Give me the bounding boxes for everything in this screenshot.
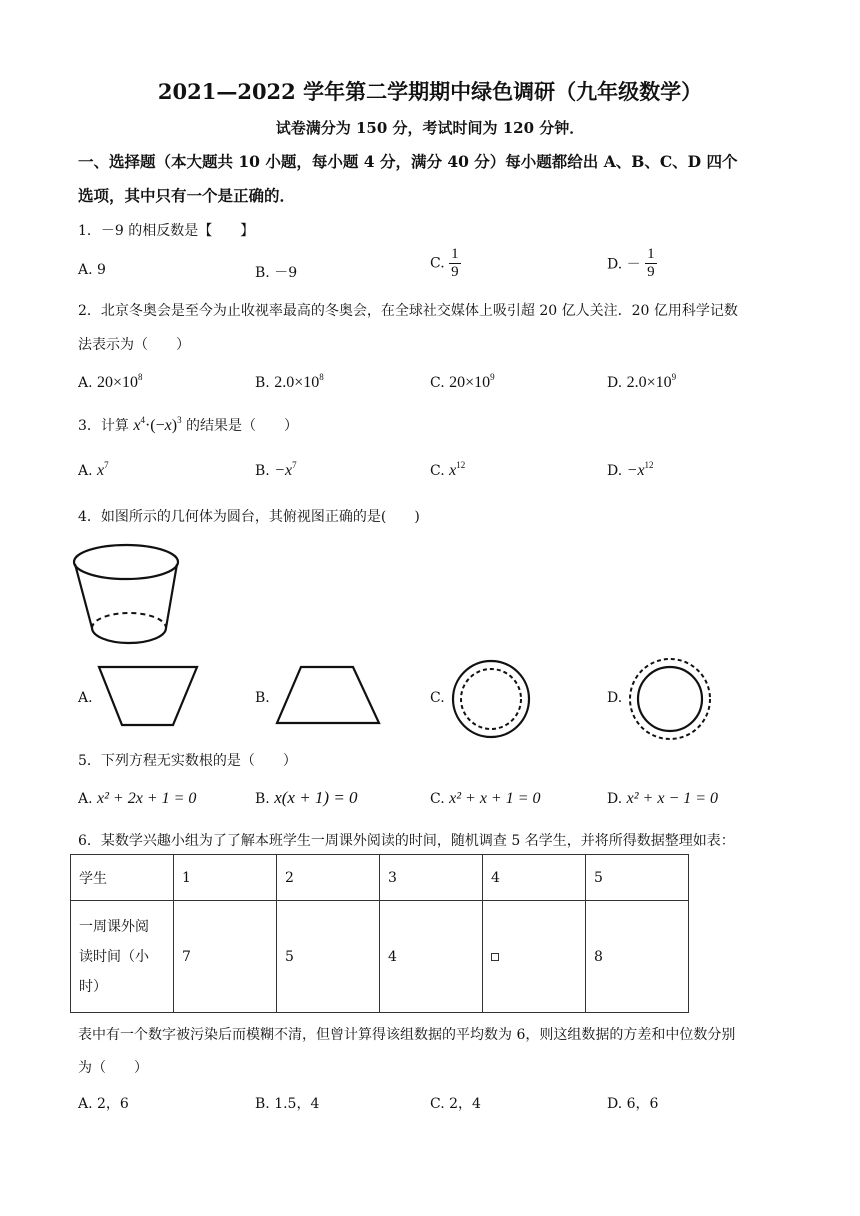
q1-option-d-label: D. － bbox=[607, 256, 641, 273]
q3-expr-x: x bbox=[133, 417, 141, 434]
question-1-stem: 1．－9 的相反数是【 】 bbox=[78, 223, 255, 239]
q3-option-d-val: −x bbox=[626, 462, 645, 479]
q1-option-c bbox=[430, 246, 461, 281]
table-header-student: 学生 bbox=[71, 855, 174, 901]
question-5-stem: 5．下列方程无实数根的是（ ） bbox=[78, 753, 297, 769]
q3-expr-x2: x bbox=[164, 417, 172, 434]
frustum-bottom-front bbox=[92, 628, 166, 643]
table-row bbox=[71, 855, 689, 901]
q2-option-c bbox=[430, 374, 495, 392]
q2-option-b-base: 2.0×10 bbox=[274, 374, 320, 391]
q1-option-c-fraction bbox=[449, 246, 461, 281]
q3-option-c-label: C. bbox=[430, 463, 445, 479]
q2-option-d-label: D. bbox=[607, 375, 623, 391]
q2-option-a bbox=[78, 374, 143, 392]
q1-option-c-numerator: 1 bbox=[451, 246, 459, 262]
page-title: 2021—2022 学年第二学期期中绿色调研（九年级数学） bbox=[157, 79, 703, 104]
q6-option-c: C. 2，4 bbox=[430, 1096, 481, 1112]
table-header-reading-time bbox=[71, 901, 174, 1013]
q4-option-b-trapezoid bbox=[275, 665, 385, 727]
smudged-digit-icon bbox=[491, 953, 499, 961]
q3-option-a-expr bbox=[97, 462, 109, 479]
q5-option-c-eq: x² + x + 1 = 0 bbox=[449, 790, 541, 807]
q3-option-d-exp: 12 bbox=[644, 460, 654, 470]
table-cell: 5 bbox=[277, 901, 380, 1013]
q3-expr-mid: ·(− bbox=[144, 417, 165, 434]
q2-option-c-label: C. bbox=[430, 375, 445, 391]
frustum-bottom-back bbox=[92, 613, 166, 628]
q2-option-a-exp: 8 bbox=[138, 372, 143, 382]
q3-option-a bbox=[78, 462, 109, 480]
q2-option-b-expr bbox=[274, 374, 324, 391]
q1-option-d-numerator: 1 bbox=[647, 246, 655, 262]
q4-option-a-label: A. bbox=[78, 690, 93, 706]
q3-option-c-val: x bbox=[449, 462, 457, 479]
q5-option-a-label: A. bbox=[78, 791, 93, 807]
question-6-after-line2: 为（ ） bbox=[78, 1060, 148, 1076]
table-cell: 8 bbox=[586, 901, 689, 1013]
table-header-line: 读时间（小 bbox=[79, 948, 149, 965]
table-cell: 3 bbox=[380, 855, 483, 901]
q5-option-a bbox=[78, 790, 196, 808]
q5-option-b-eq: x(x + 1) = 0 bbox=[274, 788, 358, 807]
table-cell: 1 bbox=[174, 855, 277, 901]
q3-stem-suffix: 的结果是（ ） bbox=[181, 418, 299, 434]
question-6-stem: 6．某数学兴趣小组为了了解本班学生一周课外阅读的时间，随机调查 5 名学生，并将所得数据整理如表： bbox=[78, 833, 735, 849]
question-2-line1: 2．北京冬奥会是至今为止收视率最高的冬奥会，在全球社交媒体上吸引超 20 亿人关注．20 亿用科学记数 bbox=[78, 303, 738, 319]
q2-option-c-base: 20×10 bbox=[449, 374, 491, 391]
q3-expr-exp1: 4 bbox=[140, 415, 145, 425]
table-cell: 4 bbox=[483, 855, 586, 901]
question-2-line2: 法表示为（ ） bbox=[78, 337, 190, 353]
q3-option-c-expr bbox=[449, 462, 465, 479]
q4-option-a-trapezoid bbox=[97, 665, 202, 727]
table-cell: 2 bbox=[277, 855, 380, 901]
q1-option-c-denominator: 9 bbox=[451, 264, 459, 280]
q3-option-b bbox=[255, 462, 297, 480]
q3-option-d-expr bbox=[627, 462, 654, 479]
q2-option-d-expr bbox=[627, 374, 677, 391]
table-header-line: 一周课外阅 bbox=[79, 918, 149, 935]
q3-option-b-expr bbox=[274, 462, 296, 479]
question-3-stem bbox=[78, 415, 298, 435]
reading-time-table bbox=[70, 854, 689, 1013]
q3-option-b-exp: 7 bbox=[292, 460, 297, 470]
q4-option-c-circles bbox=[450, 658, 532, 740]
q3-option-c-exp: 12 bbox=[456, 460, 466, 470]
q3-expr-exp2: 3 bbox=[177, 415, 182, 425]
frustum-figure bbox=[70, 540, 190, 655]
q3-option-c bbox=[430, 462, 465, 480]
q3-expression bbox=[133, 417, 181, 434]
table-row bbox=[71, 901, 689, 1013]
q6-option-d: D. 6，6 bbox=[607, 1096, 659, 1112]
q4-option-c-label: C. bbox=[430, 690, 445, 706]
q3-option-a-val: x bbox=[97, 462, 105, 479]
section-heading-line1: 一、选择题（本大题共 10 小题，每小题 4 分，满分 40 分）每小题都给出 A、B、C、D 四个 bbox=[78, 152, 738, 171]
q2-option-c-expr bbox=[449, 374, 495, 391]
q5-option-c bbox=[430, 790, 541, 808]
table-cell: 4 bbox=[380, 901, 483, 1013]
table-cell: 5 bbox=[586, 855, 689, 901]
table-cell-smudged bbox=[483, 901, 586, 1013]
q5-option-d-eq: x² + x − 1 = 0 bbox=[626, 790, 719, 807]
q4-option-d-circles bbox=[627, 656, 713, 742]
q3-option-d-label: D. bbox=[607, 463, 623, 479]
q1-option-d bbox=[607, 246, 657, 281]
q2-option-b bbox=[255, 374, 324, 392]
q5-option-a-eq: x² + 2x + 1 = 0 bbox=[97, 790, 197, 807]
q1-option-d-fraction bbox=[645, 246, 657, 281]
q5-option-b-label: B. bbox=[255, 791, 270, 807]
q1-option-a: A. 9 bbox=[78, 262, 106, 278]
q1-option-b: B. －9 bbox=[255, 265, 298, 281]
q5-option-d-label: D. bbox=[607, 791, 623, 807]
frustum-right-edge bbox=[166, 564, 177, 628]
q3-expr-close: ) bbox=[171, 417, 178, 434]
q3-stem-prefix: 3．计算 bbox=[78, 418, 134, 434]
q2-option-d bbox=[607, 374, 676, 392]
q3-option-b-label: B. bbox=[255, 463, 270, 479]
q5-option-b bbox=[255, 788, 358, 808]
q1-option-d-denominator: 9 bbox=[647, 264, 655, 280]
q5-option-d bbox=[607, 790, 718, 808]
q2-option-a-label: A. bbox=[78, 375, 93, 391]
q2-option-a-expr bbox=[97, 374, 143, 391]
q4-option-b-label: B. bbox=[255, 690, 270, 706]
q6-option-b: B. 1.5，4 bbox=[255, 1096, 320, 1112]
q2-option-b-label: B. bbox=[255, 375, 270, 391]
q1-option-c-label: C. bbox=[430, 255, 445, 272]
q2-option-d-exp: 9 bbox=[671, 372, 677, 382]
q5-option-c-label: C. bbox=[430, 791, 445, 807]
q3-option-a-label: A. bbox=[78, 463, 93, 479]
page-subtitle: 试卷满分为 150 分，考试时间为 120 分钟． bbox=[275, 119, 585, 137]
q2-option-c-exp: 9 bbox=[490, 372, 495, 382]
question-6-after-line1: 表中有一个数字被污染后而模糊不清，但曾计算得该组数据的平均数为 6，则这组数据的方差和中位数分别 bbox=[78, 1027, 736, 1043]
q3-option-a-exp: 7 bbox=[104, 460, 109, 470]
q3-option-d bbox=[607, 462, 654, 480]
table-cell: 7 bbox=[174, 901, 277, 1013]
q3-option-b-val: −x bbox=[274, 462, 293, 479]
table-header-line: 时） bbox=[79, 978, 107, 995]
q2-option-a-base: 20×10 bbox=[97, 374, 139, 391]
question-4-stem: 4．如图所示的几何体为圆台，其俯视图正确的是( ) bbox=[78, 509, 420, 525]
frustum-top-ellipse bbox=[74, 545, 178, 579]
q2-option-d-base: 2.0×10 bbox=[626, 374, 672, 391]
q2-option-b-exp: 8 bbox=[319, 372, 324, 382]
section-heading-line2: 选项，其中只有一个是正确的． bbox=[78, 186, 296, 205]
q4-option-d-label: D. bbox=[607, 690, 623, 706]
q6-option-a: A. 2，6 bbox=[78, 1096, 129, 1112]
